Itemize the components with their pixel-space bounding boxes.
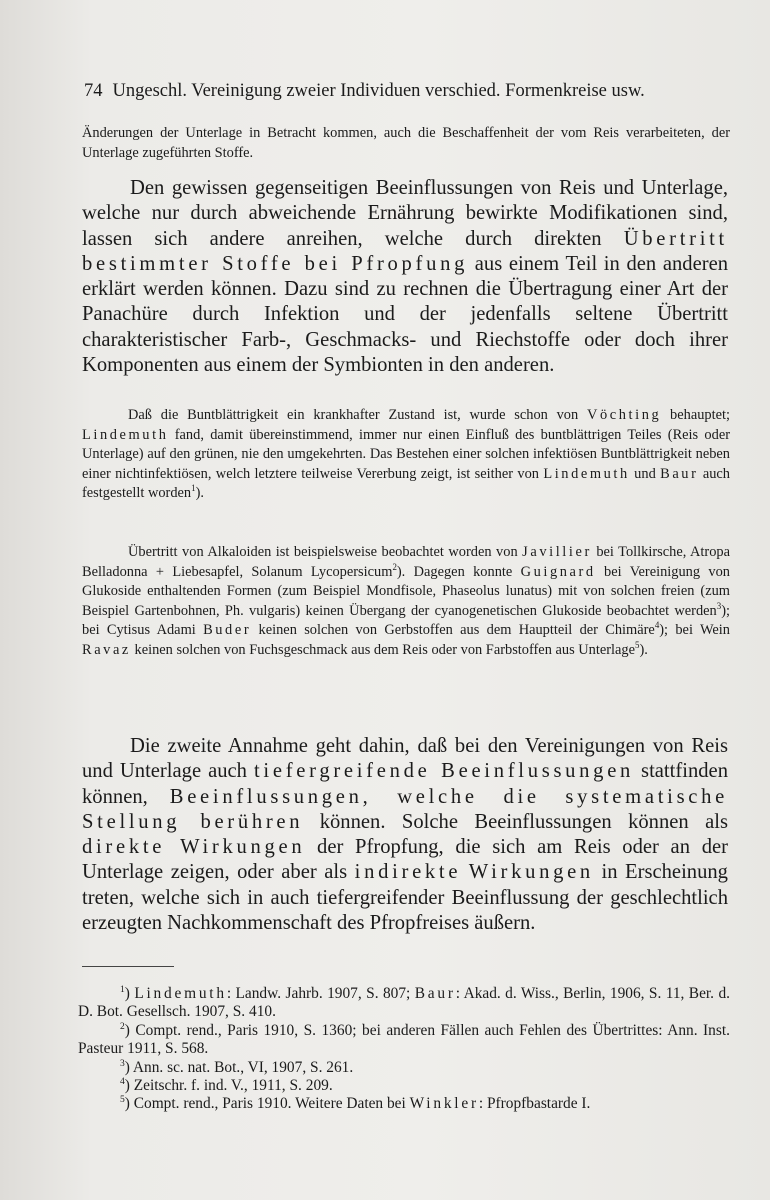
author-name: Javillier (522, 544, 592, 560)
spaced-emphasis: Übertritt bestimmter Stoffe bei Pfropfung (82, 227, 728, 275)
footnote-ref: 5 (635, 639, 640, 650)
author-name: Guignard (520, 563, 596, 580)
author-name: Baur (660, 465, 699, 482)
running-header (84, 80, 730, 102)
spaced-emphasis: direkte Wirkungen (82, 836, 306, 859)
author-name: Baur (414, 985, 456, 1002)
footnote-5: $^5$) Compt. rend., Paris 1910. Weitere Daten bei Winkler: Pfropfbastarde I. (120, 1094, 591, 1113)
footnote-divider (82, 966, 174, 967)
spaced-emphasis: tiefergreifende Beeinflussungen (254, 760, 635, 783)
intro-continuation: Änderungen der Unterlage in Betracht kommen, auch die Beschaffenheit der vom Reis verarbeiteten, der Unterlage zugeführten Stoffe. (82, 125, 730, 161)
footnote-2: $^2$) Compt. rend., Paris 1910, S. 1360; bei anderen Fällen auch Fehlen des Übertrittes: Ann. Inst. Pasteur 1911, S. 568. (78, 1020, 730, 1058)
footnote-3: $^3$) Ann. sc. nat. Bot., VI, 1907, S. 261. (120, 1057, 354, 1076)
footnote-4: $^4$) Zeitschr. f. ind. V., 1911, S. 209. (120, 1075, 333, 1095)
spaced-emphasis: indirekte (354, 861, 462, 884)
running-title: Ungeschl. Vereinigung zweier Individuen verschied. Formenkreise usw. (112, 81, 645, 101)
footnote-ref: 3 (716, 600, 722, 611)
paragraph-alkaloids: Übertritt von Alkaloiden ist beispielsweise beobachtet worden von Javillier bei Tollkirsche, Atropa Belladonna + Liebesapfel, Solanum Lycopersicum$^2$). Dagegen konnte Guignard bei Vereinigung von Glukoside enthaltenden Formen (zum Beispiel Mondfisole, Phaseolus lunatus) mit von solchen freien (zum Beispiel Gartenbohnen, Ph. vulgaris) keinen Übergang der cyanogenetischen Glukoside beobachtet werden$^3$); bei Cytisus Adami Buder keinen solchen von Gerbstoffen aus dem Hauptteil der Chimäre$^4$); bei Wein Ravaz keinen solchen von Fuchsgeschmack aus dem Reis oder von Farbstoffen aus Unterlage$^5$). (82, 544, 731, 658)
paragraph-transfer: Den gewissen gegenseitigen Beeinflussungen von Reis und Unterlage, welche nur durch abweichende Ernährung bewirkte Modifikationen sind, lassen sich andere anreihen, welche durch direkten Übertritt bestimmter Stoffe bei Pfropfung aus einem Teil in den anderen erklärt werden können. Dazu sind zu rechnen die Übertragung einer Art der Panachüre durch Infektion und der jedenfalls seltene Übertritt charakteristischer Farb-, Geschmacks- und Riechstoffe oder doch ihrer Komponenten aus einem der Symbionten in den anderen. (82, 177, 729, 377)
footnotes (78, 985, 730, 1114)
footnote-ref: 4 (654, 620, 660, 631)
footnote-ref: 1 (191, 483, 196, 494)
footnote-1: $^1$) Lindemuth: Landw. Jahrb. 1907, S. 807; Baur: Akad. d. Wiss., Berlin, 1906, S. 11, Ber. d. D. Bot. Gesellsch. 1907, S. 410. (78, 983, 730, 1021)
spaced-emphasis: Wirkungen (468, 861, 594, 884)
footnote-ref: 2 (392, 561, 397, 572)
author-name: Buder (203, 622, 252, 638)
paragraph-second-assumption: Die zweite Annahme geht dahin, daß bei den Vereinigungen von Reis und Unterlage auch tiefergreifende Beeinflussungen stattfinden können, Beeinflussungen, welche die systematische Stellung berühren können. Solche Beeinflussungen können als direkte Wirkungen der Pfropfung, die sich am Reis oder an der Unterlage zeigen, oder aber als indirekte Wirkungen in Erscheinung treten, welche sich in auch tiefergreifender Beeinflussung der geschlechtlich erzeugten Nachkommenschaft des Pfropfreises äußern. (82, 735, 729, 935)
paragraph-variegation: Daß die Buntblättrigkeit ein krankhafter Zustand ist, wurde schon von Vöchting behauptet; Lindemuth fand, damit übereinstimmend, immer nur einen Einfluß des buntblättrigen Teiles (Reis oder Unterlage) auf den grünen, nie den umgekehrten. Das Bestehen einer solchen infektiösen Buntblättrigkeit neben einer nichtinfektiösen, welch letztere teilweise Vererbung zeigt, ist seither von Lindemuth und Baur auch festgestellt worden$^1$). (82, 407, 730, 501)
author-name: Ravaz (82, 641, 131, 658)
author-name: Vöchting (586, 407, 662, 423)
spaced-emphasis: Beeinflussungen, welche die systematische Stellung berühren (82, 785, 729, 833)
author-name: Lindemuth (82, 426, 169, 443)
author-name: Winkler (409, 1095, 479, 1113)
page-number: 74 (84, 81, 103, 101)
author-name: Lindemuth (543, 465, 630, 482)
author-name: Lindemuth (134, 985, 227, 1002)
